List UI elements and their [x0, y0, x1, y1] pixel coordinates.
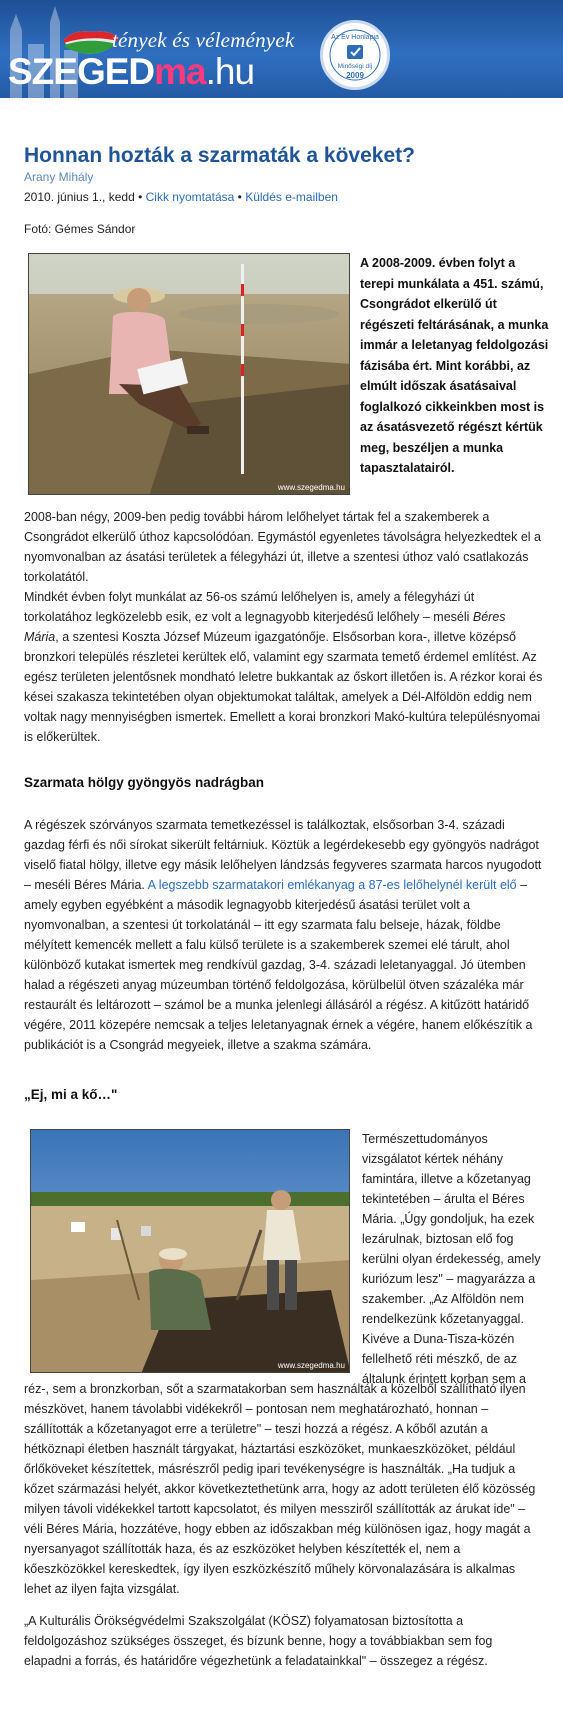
email-article-link[interactable]: Küldés e-mailben [245, 190, 338, 204]
paragraph-text: , a szentesi Koszta József Múzeum igazgatónője. Elsősorban kora-, illetve középső bronzkori település részletei kerültek elő, valamint egy szarmata temető érdemel említést. Az egész területen jelentősnek mondható leletre bukkantak az őskort illetően is. A rézkor korai és kései szakasza tekintetében olyan objektumokat találtak, amelyek a Dél-Alföldön eddig nem voltak nagy mennyiségben ismertek. Emellett a korai bronzkori Makó-kultúra településnyomai is előkerültek. [24, 630, 543, 744]
award-badge [320, 20, 390, 90]
related-article-link[interactable]: A legszebb szarmatakori emlékanyag a 87-es lelőhelynél került elő [147, 878, 517, 892]
article-title: Honnan hozták a szarmaták a köveket? [24, 144, 415, 167]
excavation-photo-graphic [31, 1130, 350, 1373]
person-name: Béres Mária [24, 610, 506, 644]
logo-text-szeged: SZEGED [8, 51, 155, 92]
site-header [0, 0, 563, 98]
logo-text-hu: .hu [205, 51, 255, 92]
excavation-photo-watermark: www.szegedma.hu [277, 1361, 345, 1370]
article-author[interactable]: Arany Mihály [24, 170, 94, 184]
paragraph: réz-, sem a bronzkorban, sőt a szarmatakorban sem használták a közelből szállítható ilyen mészkövet, hanem távolabbi vidékekről – pontosan nem meghatározható, honnan – szállították a kőzetanyagot erre a területre" – teszi hozzá a régész. A kőből azután a hétköznapi életben használt tárgyakat, háztartási eszközöket, munkaeszközöket, például őrlőköveket készítettek, másrészről pedig ipari tevékenységre is használták. „Ha tudjuk a kőzet származási helyét, akkor következtethetünk arra, hogy az adott területen élő közösség milyen távoli vidékekkel tartott kapcsolatot, és milyen messziről szállították az árukat ide" – véli Béres Mária, hozzátéve, hogy ebben az időszakban még különösen igaz, hogy magát a nyersanyagot szállították haza, és az eszközöket helyben készítették el, nem a kőeszközökkel kereskedtek, így ilyen eszközkészítő műhely körvonalazására is alkalmas lehet az ilyen fajta vizsgálat. [24, 1382, 536, 1596]
site-slogan: tények és vélemények [112, 28, 295, 52]
article-lead: A 2008-2009. évben folyt a terepi munkálata a 451. számú, Csongrádot elkerülő út régészeti feltárásának, a munka immár a leletanyag feldolgozási fázisába ért. Mint korábbi, az elmúlt időszak ásatásaival foglalkozó cikkeinkben most is az ásatásvezető régészt kértük meg, beszéljen a munka tapasztalatairól. [360, 256, 549, 475]
section-heading: Szarmata hölgy gyöngyös nadrágban [24, 775, 265, 790]
excavation-photo [30, 1129, 350, 1373]
lead-photo-watermark: www.szegedma.hu [277, 483, 345, 492]
section-heading: „Ej, mi a kő…" [24, 1087, 118, 1102]
badge-title: Az Év Honlapja [331, 34, 379, 41]
photo-credit: Fotó: Gémes Sándor [24, 222, 136, 236]
article-date: 2010. június 1., kedd [24, 190, 135, 204]
lead-block [24, 253, 549, 499]
second-photo-block [24, 1129, 543, 1386]
paragraph: „A Kulturális Örökségvédelmi Szakszolgálat (KÖSZ) folyamatosan biztosította a feldolgozáshoz szükséges összeget, és bízunk benne, hogy a továbbiakban sem fog elapadni a forrás, és határidőre végezhetünk a feladatainkkal" – összegez a régész. [24, 1614, 493, 1668]
meta-separator: • [134, 190, 146, 204]
lead-photo [28, 253, 350, 495]
paragraph-text: – amely egyben egyébként a második legnagyobb kiterjedésű ásatási terület volt a nyomvonalban, a szentesi út torkolatánál – itt egy szarmata falu belseje, házak, földbe mélyített kemencék mellett a falu külső területe is a szakemberek szemei elé tárult, ahol különböző kutakat ismertek meg rendkívül gazdag, 3-4. századi leletanyaggal. Jó ütemben halad a régészeti anyag múzeumban történő feldolgozása, körülbelül ötven százaléka már restaurált és leltározott – számol be a munka jelenlegi állásáról a régész. A kitűzött határidő végére, 2011 közepére nemcsak a teljes leletanyagnak érnek a végére, hanem előkészítik a publikációt is a Csongrád megyeiek, illetve a szakma számára. [24, 878, 533, 1052]
badge-subtitle: Minőségi díj [337, 63, 373, 70]
paragraph [24, 587, 543, 747]
paragraph: 2008-ban négy, 2009-ben pedig további három lelőhelyet tártak fel a szakemberek a Csongrádot elkerülő úthoz kapcsolódóan. Egymástól egyenletes távolságra helyezkedtek el a nyomvonalban az ásatási területek a félegyházi út, illetve a szentesi úthoz való csatlakozás torkolatától. [24, 510, 541, 584]
lead-photo-graphic [29, 254, 350, 495]
article [0, 144, 563, 1671]
meta-separator: • [234, 190, 246, 204]
paragraph [24, 815, 543, 1055]
award-badge-graphic [323, 23, 387, 87]
paragraph-side: Természettudományos vizsgálatot kértek néhány famintára, illetve a kőzetanyag tekintetében – árulta el Béres Mária. „Úgy gondoljuk, ha ezek lezárulnak, biztosan elő fog kerülni olyan érdekesség, amely kuriózum lesz" – magyarázza a szakember. „Az Alföldön nem rendelkezünk kőzetanyaggal. Kivéve a Duna-Tisza-közén fellelhető réti mészkő, de az általunk érintett korban sem a [362, 1132, 541, 1386]
print-article-link[interactable]: Cikk nyomtatása [145, 190, 235, 204]
site-logo[interactable] [8, 52, 254, 92]
paragraph-text: Mindkét évben folyt munkálat az 56-os számú lelőhelyen is, amely a félegyházi út torkolatához legközelebb esik, ez volt a legnagyobb kiterjedésű lelőhely – meséli [24, 590, 475, 624]
logo-text-ma: ma [154, 51, 206, 92]
article-meta [24, 187, 543, 207]
paragraph-text: A régészek szórványos szarmata temetkezéssel is találkoztak, elsősorban 3-4. századi gazdag férfi és női sírokat sikerült feltárniuk. Köztük a legérdekesebb egy gyöngyös nadrágot viselő fiatal hölgy, illetve egy másik lelőhelyen lándzsás fegyveres szarmata harcos nyugodott – meséli Béres Mária. [24, 818, 542, 892]
badge-year: 2009 [346, 71, 364, 80]
